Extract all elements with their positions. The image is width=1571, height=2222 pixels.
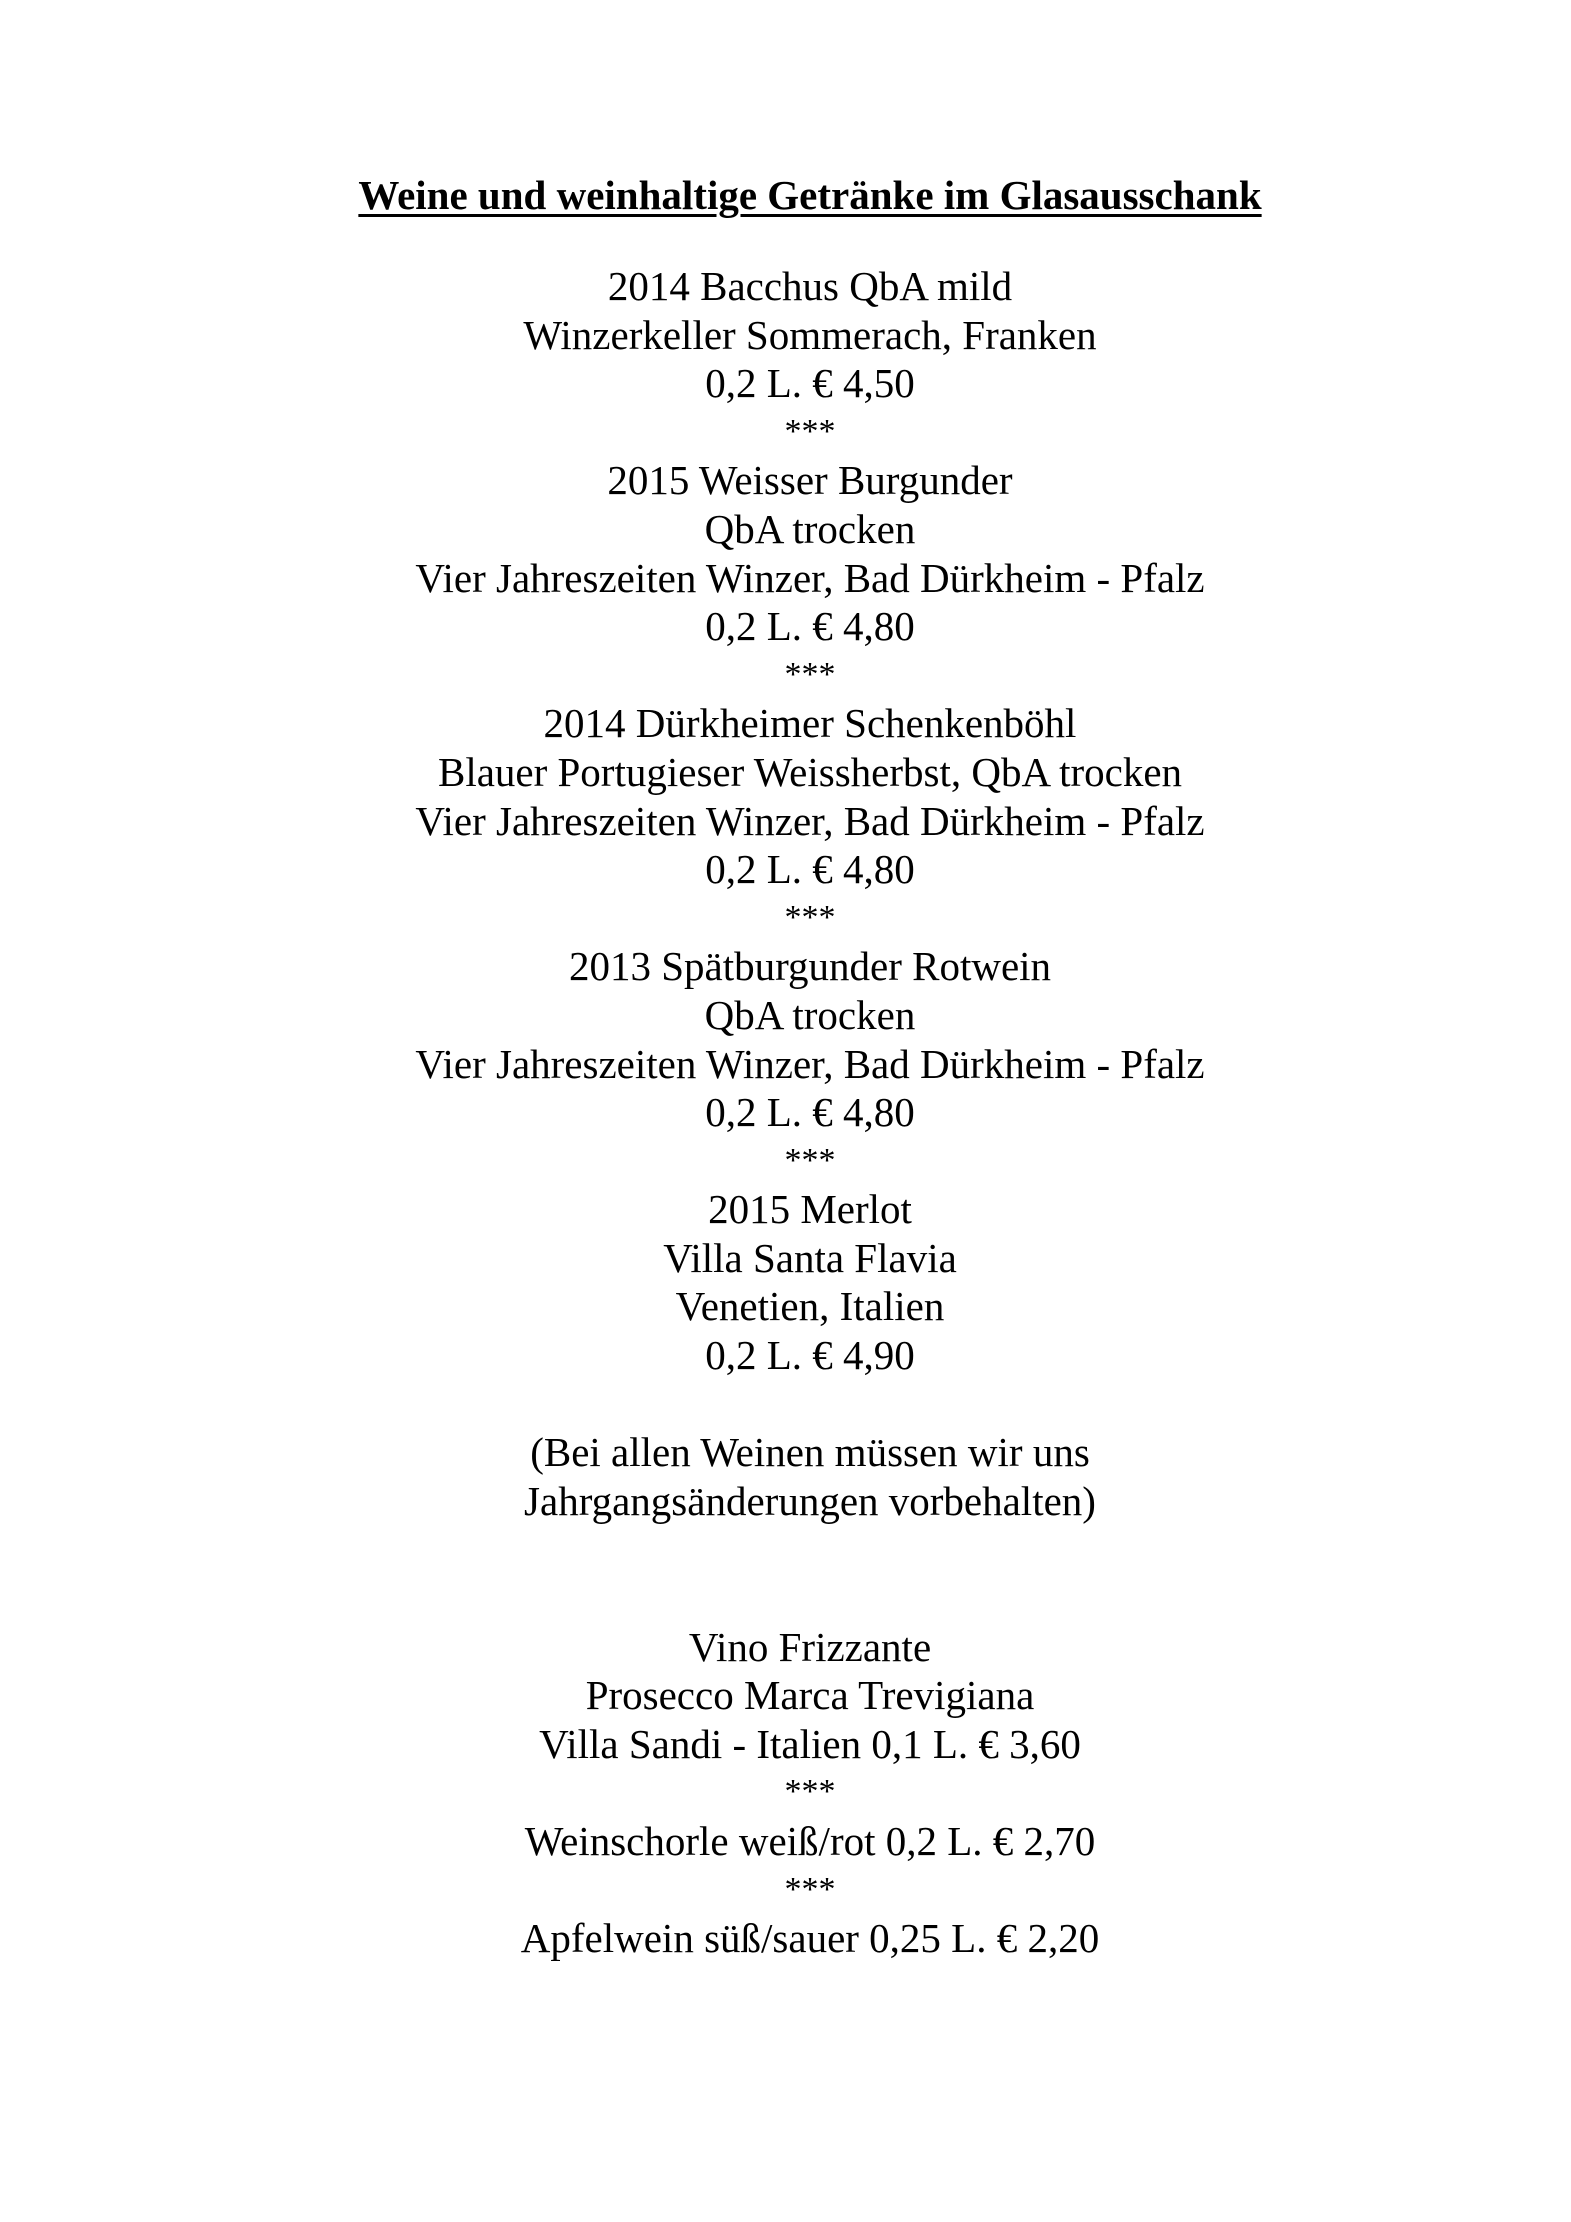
wine-entry: [0, 699, 1571, 893]
separator: ***: [784, 898, 836, 936]
separator: ***: [784, 1870, 836, 1908]
wine-price: 0,2 L. € 4,80: [705, 846, 915, 893]
wine-entry: [0, 1185, 1571, 1379]
separator: ***: [784, 1773, 836, 1811]
wine-producer: Vier Jahreszeiten Winzer, Bad Dürkheim - Pfalz: [415, 1040, 1205, 1087]
vintage-note: [0, 1428, 1571, 1525]
drink-name: Vino Frizzante: [688, 1623, 932, 1670]
wine-name: 2013 Spätburgunder Rotwein: [568, 943, 1052, 990]
wine-entry: [0, 262, 1571, 408]
wine-region: Venetien, Italien: [675, 1283, 945, 1330]
drink-entry: [0, 1817, 1571, 1866]
wine-entry: [0, 456, 1571, 650]
separator: ***: [784, 655, 836, 693]
wine-name: 2014 Dürkheimer Schenkenböhl: [543, 700, 1077, 747]
wine-price: 0,2 L. € 4,80: [705, 1089, 915, 1136]
wine-quality: QbA trocken: [704, 505, 916, 552]
wine-price: 0,2 L. € 4,80: [705, 603, 915, 650]
drink-description: Prosecco Marca Trevigiana: [585, 1672, 1035, 1719]
separator: ***: [784, 1141, 836, 1179]
separator: ***: [784, 412, 836, 450]
note-line: Jahrgangsänderungen vorbehalten): [524, 1477, 1096, 1524]
drink-price: Apfelwein süß/sauer 0,25 L. € 2,20: [520, 1915, 1100, 1962]
page-title: Weine und weinhaltige Getränke im Glasausschank: [358, 172, 1262, 218]
menu-content: [0, 262, 1571, 1963]
drink-price: Villa Sandi - Italien 0,1 L. € 3,60: [539, 1720, 1081, 1767]
drink-entry: [0, 1914, 1571, 1963]
wine-price: 0,2 L. € 4,50: [705, 360, 915, 407]
wine-entry: [0, 942, 1571, 1136]
spacer: [0, 1380, 1571, 1429]
wine-producer: Vier Jahreszeiten Winzer, Bad Dürkheim - Pfalz: [415, 797, 1205, 844]
wine-name: 2015 Merlot: [708, 1186, 912, 1233]
wine-name: 2014 Bacchus QbA mild: [607, 263, 1013, 309]
wine-quality: QbA trocken: [704, 991, 916, 1038]
wine-name: 2015 Weisser Burgunder: [607, 457, 1013, 504]
spacer: [0, 1525, 1571, 1574]
note-line: (Bei allen Weinen müssen wir uns: [530, 1429, 1090, 1476]
drink-entry: [0, 1623, 1571, 1769]
wine-producer: Vier Jahreszeiten Winzer, Bad Dürkheim - Pfalz: [415, 554, 1205, 601]
wine-price: 0,2 L. € 4,90: [705, 1332, 915, 1379]
wine-producer: Winzerkeller Sommerach, Franken: [523, 311, 1097, 358]
wine-producer: Villa Santa Flavia: [663, 1234, 957, 1281]
spacer: [0, 1574, 1571, 1623]
wine-quality: Blauer Portugieser Weissherbst, QbA trocken: [437, 748, 1183, 795]
drink-price: Weinschorle weiß/rot 0,2 L. € 2,70: [524, 1818, 1096, 1864]
